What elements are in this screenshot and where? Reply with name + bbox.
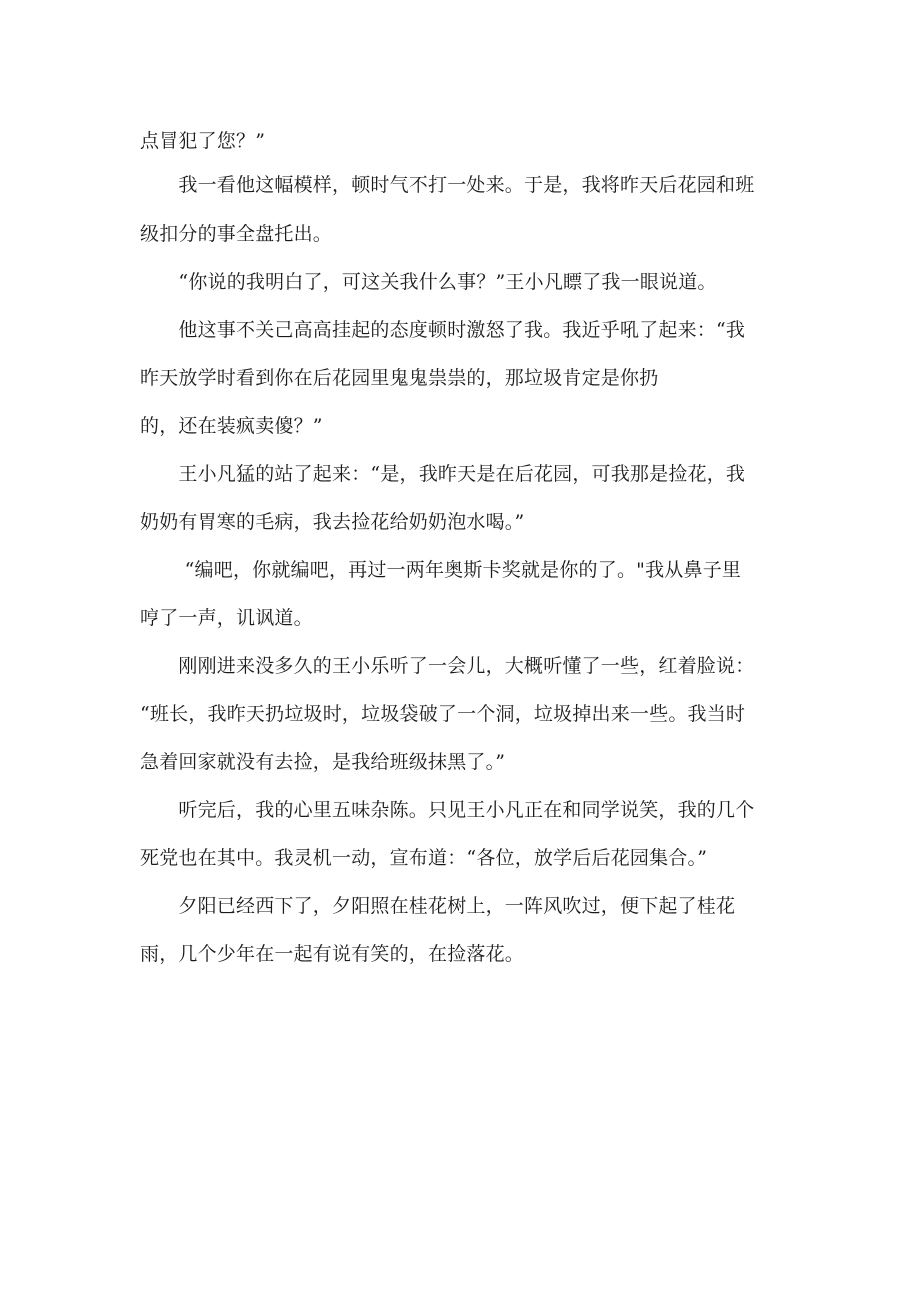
text-line: 急着回家就没有去捡，是我给班级抹黑了。” xyxy=(140,751,506,773)
text-line: 雨，几个少年在一起有说有笑的，在捡落花。 xyxy=(140,943,525,965)
text-line: 刚刚进来没多久的王小乐听了一会儿，大概听懂了一些，红着脸说： xyxy=(140,655,755,677)
text-line: 奶奶有胃寒的毛病，我去捡花给奶奶泡水喝。” xyxy=(140,511,525,533)
text-line: 我一看他这幅模样，顿时气不打一处来。于是，我将昨天后花园和班 xyxy=(140,174,755,196)
text-line: 点冒犯了您？” xyxy=(140,130,266,152)
text-line: 级扣分的事全盘托出。 xyxy=(140,223,333,245)
text-line: 夕阳已经西下了，夕阳照在桂花树上，一阵风吹过，便下起了桂花 xyxy=(140,895,736,917)
text-line: 他这事不关己高高挂起的态度顿时激怒了我。我近乎吼了起来：“我 xyxy=(140,319,746,341)
text-line: 王小凡猛的站了起来：“是，我昨天是在后花园，可我那是捡花，我 xyxy=(140,463,746,485)
text-line: “你说的我明白了，可这关我什么事？”王小凡瞟了我一眼说道。 xyxy=(140,271,717,293)
text-line: 的，还在装疯卖傻？” xyxy=(140,415,323,437)
text-line: 哼了一声，讥讽道。 xyxy=(140,607,313,629)
text-line: 听完后，我的心里五味杂陈。只见王小凡正在和同学说笑，我的几个 xyxy=(140,799,755,821)
text-line: “班长，我昨天扔垃圾时，垃圾袋破了一个洞，垃圾掉出来一些。我当时 xyxy=(140,703,746,725)
text-line: 昨天放学时看到你在后花园里鬼鬼祟祟的，那垃圾肯定是你扔 xyxy=(140,367,659,389)
text-line: 死党也在其中。我灵机一动，宣布道：“各位，放学后后花园集合。” xyxy=(140,847,708,869)
text-line: “编吧，你就编吧，再过一两年奥斯卡奖就是你的了。"我从鼻子里 xyxy=(140,559,742,581)
